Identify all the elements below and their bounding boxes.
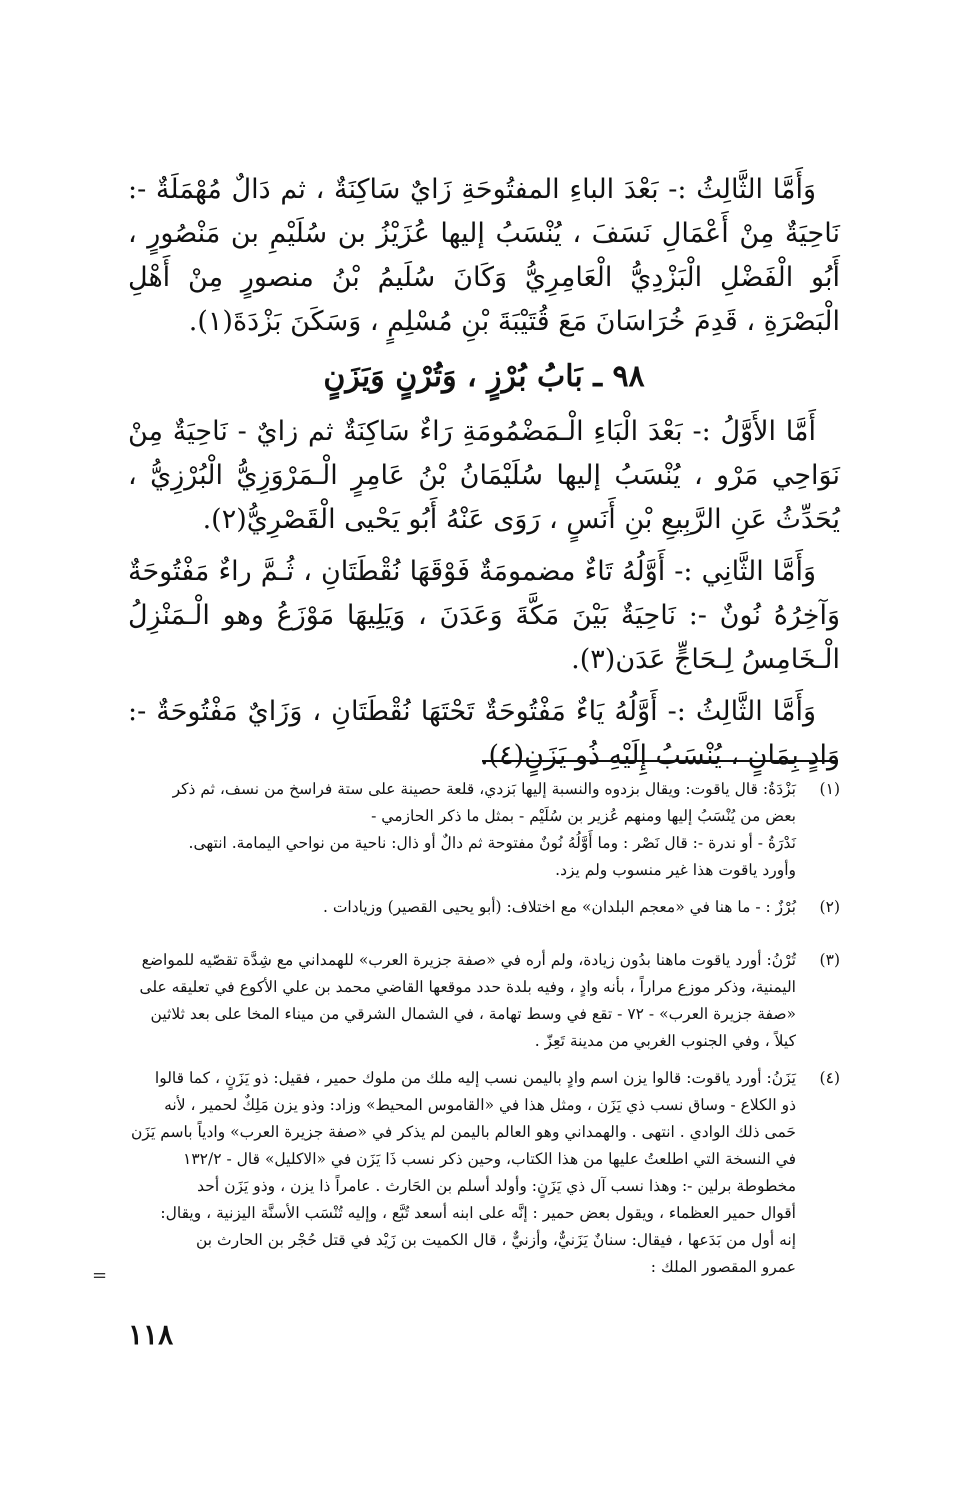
footnote-line: كيلاً ، وفي الجنوب الغربي من مدينة تَعِزّ . xyxy=(534,1032,796,1050)
paragraph-third-yazan: وَأَمَّا الثَّالِثُ :- أَوَّلُهُ يَاءٌ مَفْتُوحَةٌ تَحْتَهَا نُقْطَتَانِ ، وَزَايٌ مَفْتُوحَةٌ -: وَادٍ بِمَانٍ ، يُنْسَبُ إِلَيْهِ ذُو يَزَنٍ(٤). xyxy=(128,696,840,771)
footnote xyxy=(128,776,840,884)
footnote-line: أقوال حمير العظماء ، ويقول بعض حمير : إنَّه على ابنه أسعد تُبَّع ، وإليه تُنْسَب الأسنَّة اليزنية ، ويقال: xyxy=(160,1204,796,1222)
footnote-line: بَزْدَةُ: قال ياقوت: ويقال بزدوه والنسبة إليها بَزدي، قلعة حصينة على ستة فراسخ من نسف، ثم ذكر xyxy=(172,780,796,798)
footnote-number: (٣) xyxy=(819,951,840,969)
footnote-number: (١) xyxy=(819,780,840,798)
chapter-heading: ٩٨ ـ بَابُ بُرْزٍ ، وَتُرْنٍ وَيَزَنٍ xyxy=(323,359,645,394)
footnote-line: إنه أول من بَدَعها ، فيقال: سنانٌ يَزَنيٌّ، وأزنيٌّ ، قال الكميت بن زَيْد في قتل حُجْر بن الحارث بن xyxy=(195,1231,796,1249)
paragraph-third-bazda: وَأَمَّا الثَّالِثُ :- بَعْدَ الباءِ المفتُوحَةِ زَايٌ سَاكِنَةٌ ، ثم دَالٌ مُهْمَلَةٌ -: نَاحِيَةٌ مِنْ أَعْمَالِ نَسَفَ ، يُنْسَبُ إليها عُزَيْزُ بن سُلَيْمِ بن مَنْصُورٍ ، أَبُو الْفَضْلِ الْبَزْدِيُّ الْعَامِرِيُّ وَكَانَ سُلَيمُ بْنُ منصورٍ مِنْ أَهْلِ الْبَصْرَةِ ، قَدِمَ خُرَاسَانَ مَعَ قُتَيْبَةَ بْنِ مُسْلِمٍ ، وَسَكَنَ بَزْدَةَ(١). xyxy=(128,174,840,337)
footnote-line: تُرْنُ: أورد ياقوت ماهنا بدُون زيادة، ولم أره في «صفة جزيرة العرب» للهمداني مع شِدَّة تقصّيه للمواضع xyxy=(141,951,796,969)
footnote-line: اليمنية، وذكر موزع مراراً ، بأنه وادٍ ، وفيه بلدة حدد موقعها القاضي محمد بن علي الأكوع في تعليقه على xyxy=(139,978,796,996)
footnote-line: مخطوطة برلين -: وهذا نسب آل ذي يَزَنٍ: وأولد أسلم بن الحَارث . عامراً ذا يزن ، وذو يَزَن أحد xyxy=(197,1177,796,1195)
paragraph-second-turn: وَأَمَّا الثَّانِي :- أَوَّلُهُ تَاءٌ مضمومَةٌ فَوْقَهَا نُقْطَتَانِ ، ثُـمَّ راءٌ مَفْتُوحَةٌ وَآخِرُهُ نُونٌ -: نَاحِيَةٌ بَيْنَ مَكَّةَ وَعَدَنَ ، وَيَلِيهَا مَوْزَعُ وهو الْـمَنْزِلُ الْـخَامِسُ لِـحَاجٍّ عَدَن(٣). xyxy=(128,556,840,675)
footnote xyxy=(128,947,840,1055)
footnote-body xyxy=(128,894,796,921)
paragraph-first-burz: أَمَّا الأَوَّلُ :- بَعْدَ الْبَاءِ الْـمَضْمُومَةِ رَاءٌ سَاكِنَةٌ ثم زايٌ - نَاحِيَةٌ مِنْ نَوَاحِي مَرْو ، يُنْسَبُ إليها سُلَيْمَانُ بْنُ عَامِرٍ الْـمَرْوَزِيُّ الْبُرْزِيُّ ، يُحَدِّثُ عَنِ الرَّبِيعِ بْنِ أَنَسٍ ، رَوَى عَنْهُ أَبُو يَحْيى الْقَصْرِيُّ(٢). xyxy=(128,416,840,535)
footnote-body xyxy=(128,1065,796,1281)
footnote-line: حَمى ذلك الوادي . انتهى . والهمداني وهو العالم باليمن لم يذكر في «صفة جزيرة العرب» وادياً باسم يَزَن xyxy=(131,1123,796,1141)
continuation-mark: = xyxy=(92,1265,108,1286)
main-text xyxy=(128,168,840,786)
footnote-line: نَدْرَةُ - أو ندرة -: قال نَصْر : وما أَوَّلُهُ نُونٌ مفتوحة ثم دالٌ أو ذال: ناحية من نواحي اليمامة. انتهى. xyxy=(188,834,796,852)
footnote-line: يَزَنُ: أورد ياقوت: قالوا يزن اسم وادٍ باليمن نسب إليه ملك من ملوك حمير ، فقيل: ذو يَزَنٍ ، كما قالوا xyxy=(154,1069,796,1087)
footnote-line: ذو الكلاع - وساق نسب ذي يَزَن ، ومثل هذا في «القاموس المحيط» وزاد: وذو يزن مَلِكٌ لحمير ، لأنه xyxy=(164,1096,796,1114)
footnote-body xyxy=(128,776,796,884)
footnote-line: في النسخة التي اطلعتُ عليها من هذا الكتاب، وحين ذكر نسب ذَا يَزَن في «الاكليل» قال - ١٣٢/٢ xyxy=(183,1150,796,1168)
footnote-line: بُرْزٌ : - ما هنا في «معجم البلدان» مع اختلاف: (أبو يحيى القصير) وزيادات . xyxy=(322,898,796,916)
footnote-number: (٤) xyxy=(819,1069,840,1087)
page-number: ١١٨ xyxy=(128,1318,174,1351)
footnotes xyxy=(128,776,840,1291)
footnote-number: (٢) xyxy=(819,898,840,916)
footnote-line: «صفة جزيرة العرب» - ٧٢ - تقع في وسط تهامة ، في الشمال الشرقي من ميناء المخا على بعد ثلاثين xyxy=(150,1005,796,1023)
footnote-separator xyxy=(482,760,838,762)
footnote xyxy=(128,894,840,921)
footnote-line: عمرو المقصور الملك : xyxy=(650,1258,796,1276)
footnote-body xyxy=(128,947,796,1055)
footnote xyxy=(128,1065,840,1281)
footnote-line: وأورد ياقوت هذا غير منسوب ولم يزد. xyxy=(555,861,796,879)
footnote-line: بعض من يُنْسَبُ إليها ومنهم عُزير بن سُلَيْم - بمثل ما ذكر الحازمي - xyxy=(371,807,796,825)
